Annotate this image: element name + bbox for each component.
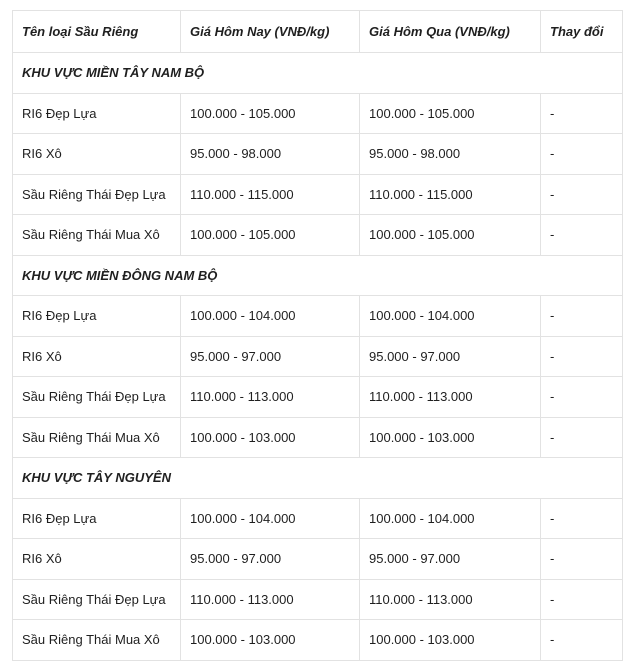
header-price-today: Giá Hôm Nay (VNĐ/kg) (181, 11, 360, 53)
section-title: KHU VỰC TÂY NGUYÊN (13, 458, 623, 499)
table-row (13, 539, 623, 580)
header-change: Thay đổi (541, 11, 623, 53)
price-yesterday: 100.000 - 105.000 (360, 93, 541, 134)
price-yesterday: 95.000 - 98.000 (360, 134, 541, 175)
table-row (13, 417, 623, 458)
table-row (13, 134, 623, 175)
table-header-row (13, 11, 623, 53)
price-today: 95.000 - 97.000 (181, 336, 360, 377)
price-change: - (541, 296, 623, 337)
price-today: 100.000 - 104.000 (181, 498, 360, 539)
section-title: KHU VỰC MIỀN ĐÔNG NAM BỘ (13, 255, 623, 296)
price-today: 100.000 - 105.000 (181, 215, 360, 256)
table-row (13, 620, 623, 661)
variety-name: Sầu Riêng Thái Đẹp Lựa (13, 174, 181, 215)
price-today: 100.000 - 104.000 (181, 296, 360, 337)
price-change: - (541, 620, 623, 661)
durian-price-table (12, 10, 623, 661)
price-change: - (541, 134, 623, 175)
header-variety: Tên loại Sầu Riêng (13, 11, 181, 53)
price-yesterday: 100.000 - 103.000 (360, 620, 541, 661)
section-row (13, 53, 623, 94)
variety-name: RI6 Đẹp Lựa (13, 296, 181, 337)
price-today: 95.000 - 97.000 (181, 539, 360, 580)
price-change: - (541, 93, 623, 134)
price-change: - (541, 174, 623, 215)
header-price-yesterday: Giá Hôm Qua (VNĐ/kg) (360, 11, 541, 53)
price-today: 100.000 - 103.000 (181, 417, 360, 458)
table-row (13, 93, 623, 134)
variety-name: RI6 Xô (13, 134, 181, 175)
price-change: - (541, 417, 623, 458)
price-change: - (541, 215, 623, 256)
variety-name: RI6 Đẹp Lựa (13, 498, 181, 539)
variety-name: Sầu Riêng Thái Đẹp Lựa (13, 377, 181, 418)
price-change: - (541, 579, 623, 620)
price-today: 100.000 - 105.000 (181, 93, 360, 134)
price-yesterday: 110.000 - 113.000 (360, 377, 541, 418)
variety-name: Sầu Riêng Thái Mua Xô (13, 215, 181, 256)
price-today: 100.000 - 103.000 (181, 620, 360, 661)
price-change: - (541, 498, 623, 539)
price-table-container (12, 10, 622, 661)
price-yesterday: 100.000 - 104.000 (360, 498, 541, 539)
price-yesterday: 95.000 - 97.000 (360, 539, 541, 580)
price-change: - (541, 336, 623, 377)
table-row (13, 498, 623, 539)
table-row (13, 336, 623, 377)
price-change: - (541, 377, 623, 418)
table-row (13, 579, 623, 620)
variety-name: Sầu Riêng Thái Đẹp Lựa (13, 579, 181, 620)
price-today: 95.000 - 98.000 (181, 134, 360, 175)
section-row (13, 458, 623, 499)
price-today: 110.000 - 113.000 (181, 579, 360, 620)
section-row (13, 255, 623, 296)
table-row (13, 215, 623, 256)
price-change: - (541, 539, 623, 580)
price-yesterday: 100.000 - 105.000 (360, 215, 541, 256)
table-row (13, 174, 623, 215)
price-yesterday: 95.000 - 97.000 (360, 336, 541, 377)
variety-name: RI6 Xô (13, 539, 181, 580)
variety-name: Sầu Riêng Thái Mua Xô (13, 620, 181, 661)
table-row (13, 377, 623, 418)
price-today: 110.000 - 113.000 (181, 377, 360, 418)
variety-name: RI6 Đẹp Lựa (13, 93, 181, 134)
price-yesterday: 110.000 - 115.000 (360, 174, 541, 215)
price-yesterday: 100.000 - 104.000 (360, 296, 541, 337)
price-yesterday: 110.000 - 113.000 (360, 579, 541, 620)
variety-name: Sầu Riêng Thái Mua Xô (13, 417, 181, 458)
variety-name: RI6 Xô (13, 336, 181, 377)
price-yesterday: 100.000 - 103.000 (360, 417, 541, 458)
table-row (13, 296, 623, 337)
section-title: KHU VỰC MIỀN TÂY NAM BỘ (13, 53, 623, 94)
price-today: 110.000 - 115.000 (181, 174, 360, 215)
